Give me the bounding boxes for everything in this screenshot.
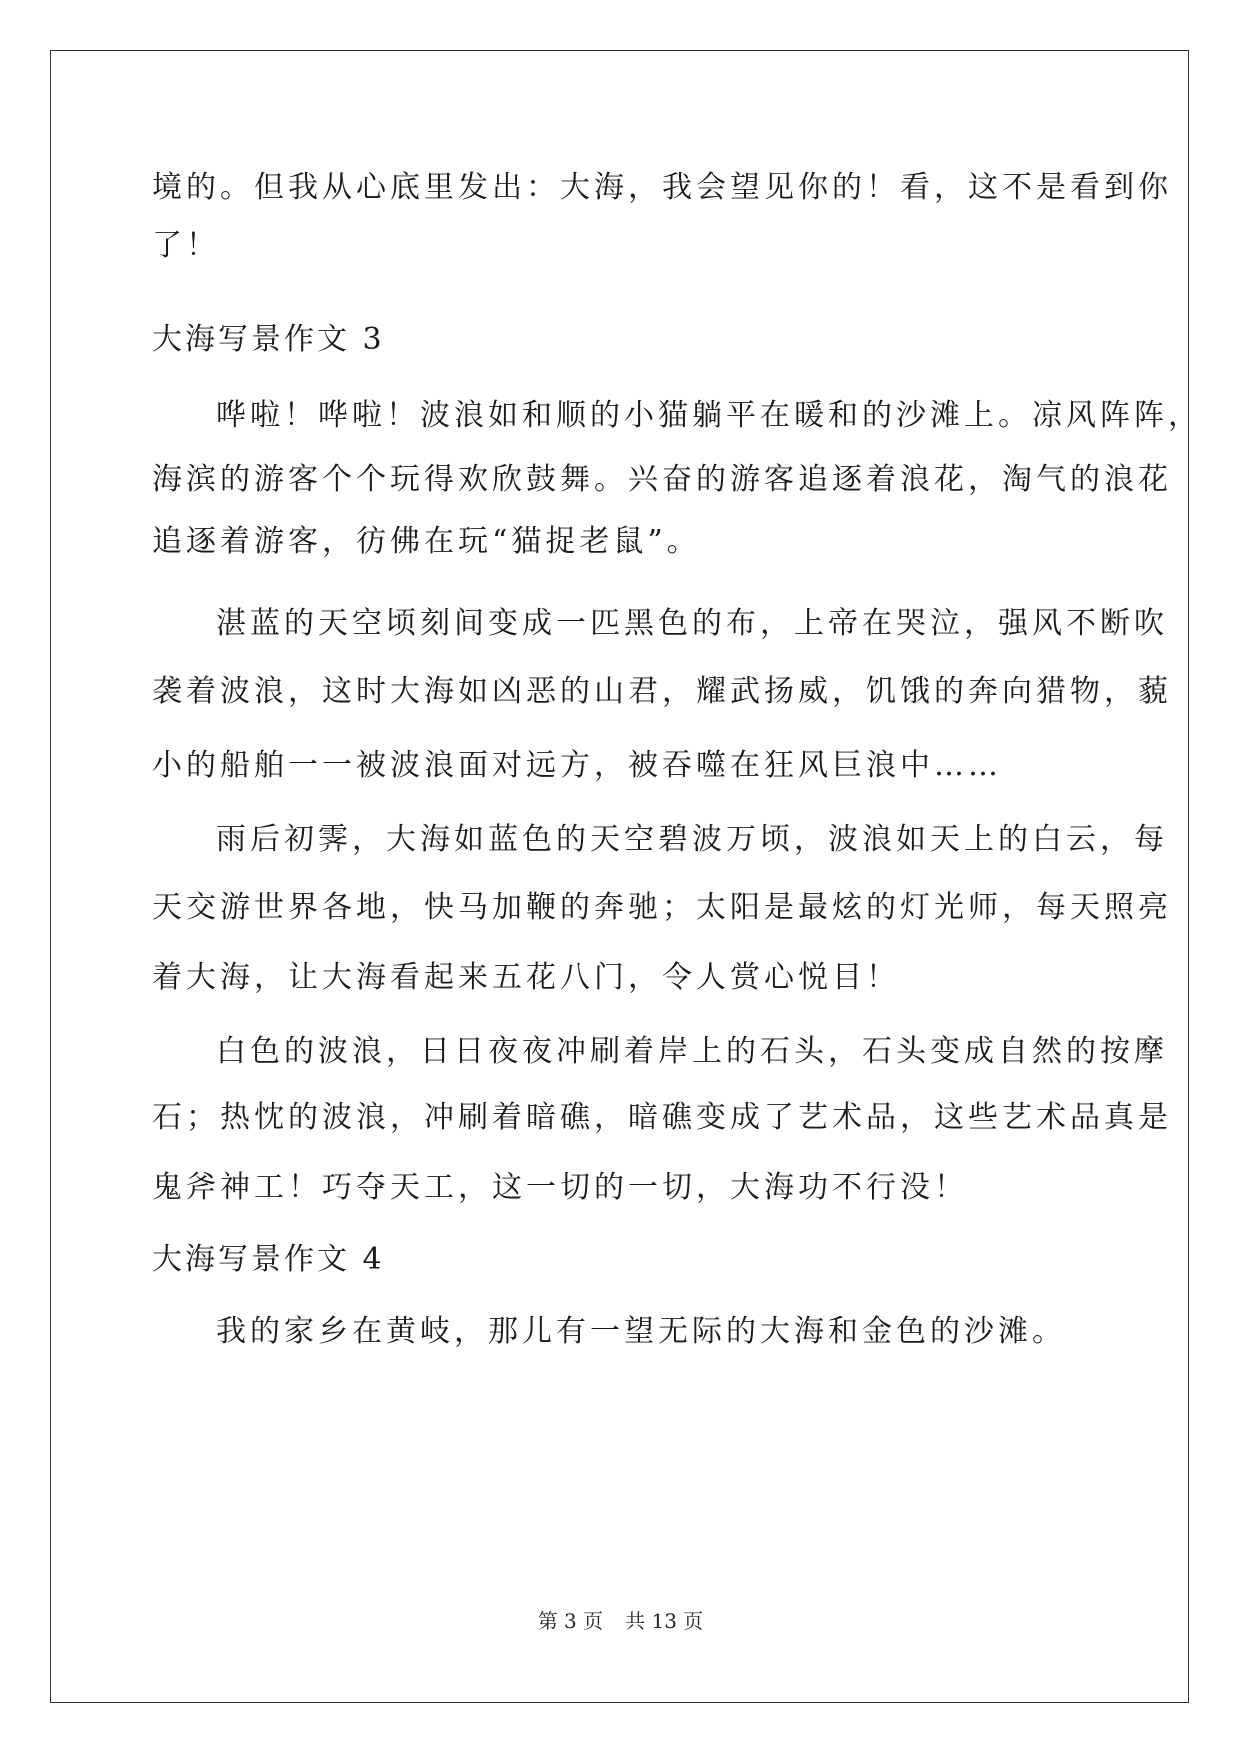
paragraph-line: 雨后初霁，大海如蓝色的天空碧波万顷，波浪如天上的白云，每 [216, 822, 1168, 857]
paragraph-line: 海滨的游客个个玩得欢欣鼓舞。兴奋的游客追逐着浪花，淘气的浪花 [152, 462, 1172, 497]
paragraph-line: 我的家乡在黄岐，那儿有一望无际的大海和金色的沙滩。 [216, 1314, 1066, 1349]
page-number: 第 3 页 [537, 1609, 604, 1633]
paragraph-line: 境的。但我从心底里发出：大海，我会望见你的！看，这不是看到你 [152, 170, 1172, 205]
paragraph-line: 白色的波浪，日日夜夜冲刷着岸上的石头，石头变成自然的按摩 [216, 1034, 1168, 1069]
paragraph-line: 石；热忱的波浪，冲刷着暗礁，暗礁变成了艺术品，这些艺术品真是 [152, 1100, 1172, 1135]
paragraph-line: 湛蓝的天空顷刻间变成一匹黑色的布，上帝在哭泣，强风不断吹 [216, 606, 1168, 641]
paragraph-line: 鬼斧神工！巧夺天工，这一切的一切，大海功不行没！ [152, 1170, 968, 1205]
paragraph-line: 追逐着游客，彷佛在玩“猫捉老鼠”。 [152, 524, 701, 559]
section-heading: 大海写景作文 3 [152, 322, 385, 357]
page-border [50, 50, 1189, 1703]
page-total: 共 13 页 [625, 1609, 704, 1633]
paragraph-line: 袭着波浪，这时大海如凶恶的山君，耀武扬威，饥饿的奔向猎物，藐 [152, 674, 1172, 709]
page-footer [0, 1609, 1241, 1633]
section-heading: 大海写景作文 4 [152, 1242, 385, 1277]
paragraph-line: 着大海，让大海看起来五花八门，令人赏心悦目！ [152, 960, 900, 995]
paragraph-line: 了！ [152, 228, 220, 263]
paragraph-line: 小的船舶一一被波浪面对远方，被吞噬在狂风巨浪中…… [152, 748, 1002, 783]
paragraph-line: 哗啦！哗啦！波浪如和顺的小猫躺平在暖和的沙滩上。凉风阵阵， [216, 398, 1202, 433]
paragraph-line: 天交游世界各地，快马加鞭的奔驰；太阳是最炫的灯光师，每天照亮 [152, 890, 1172, 925]
